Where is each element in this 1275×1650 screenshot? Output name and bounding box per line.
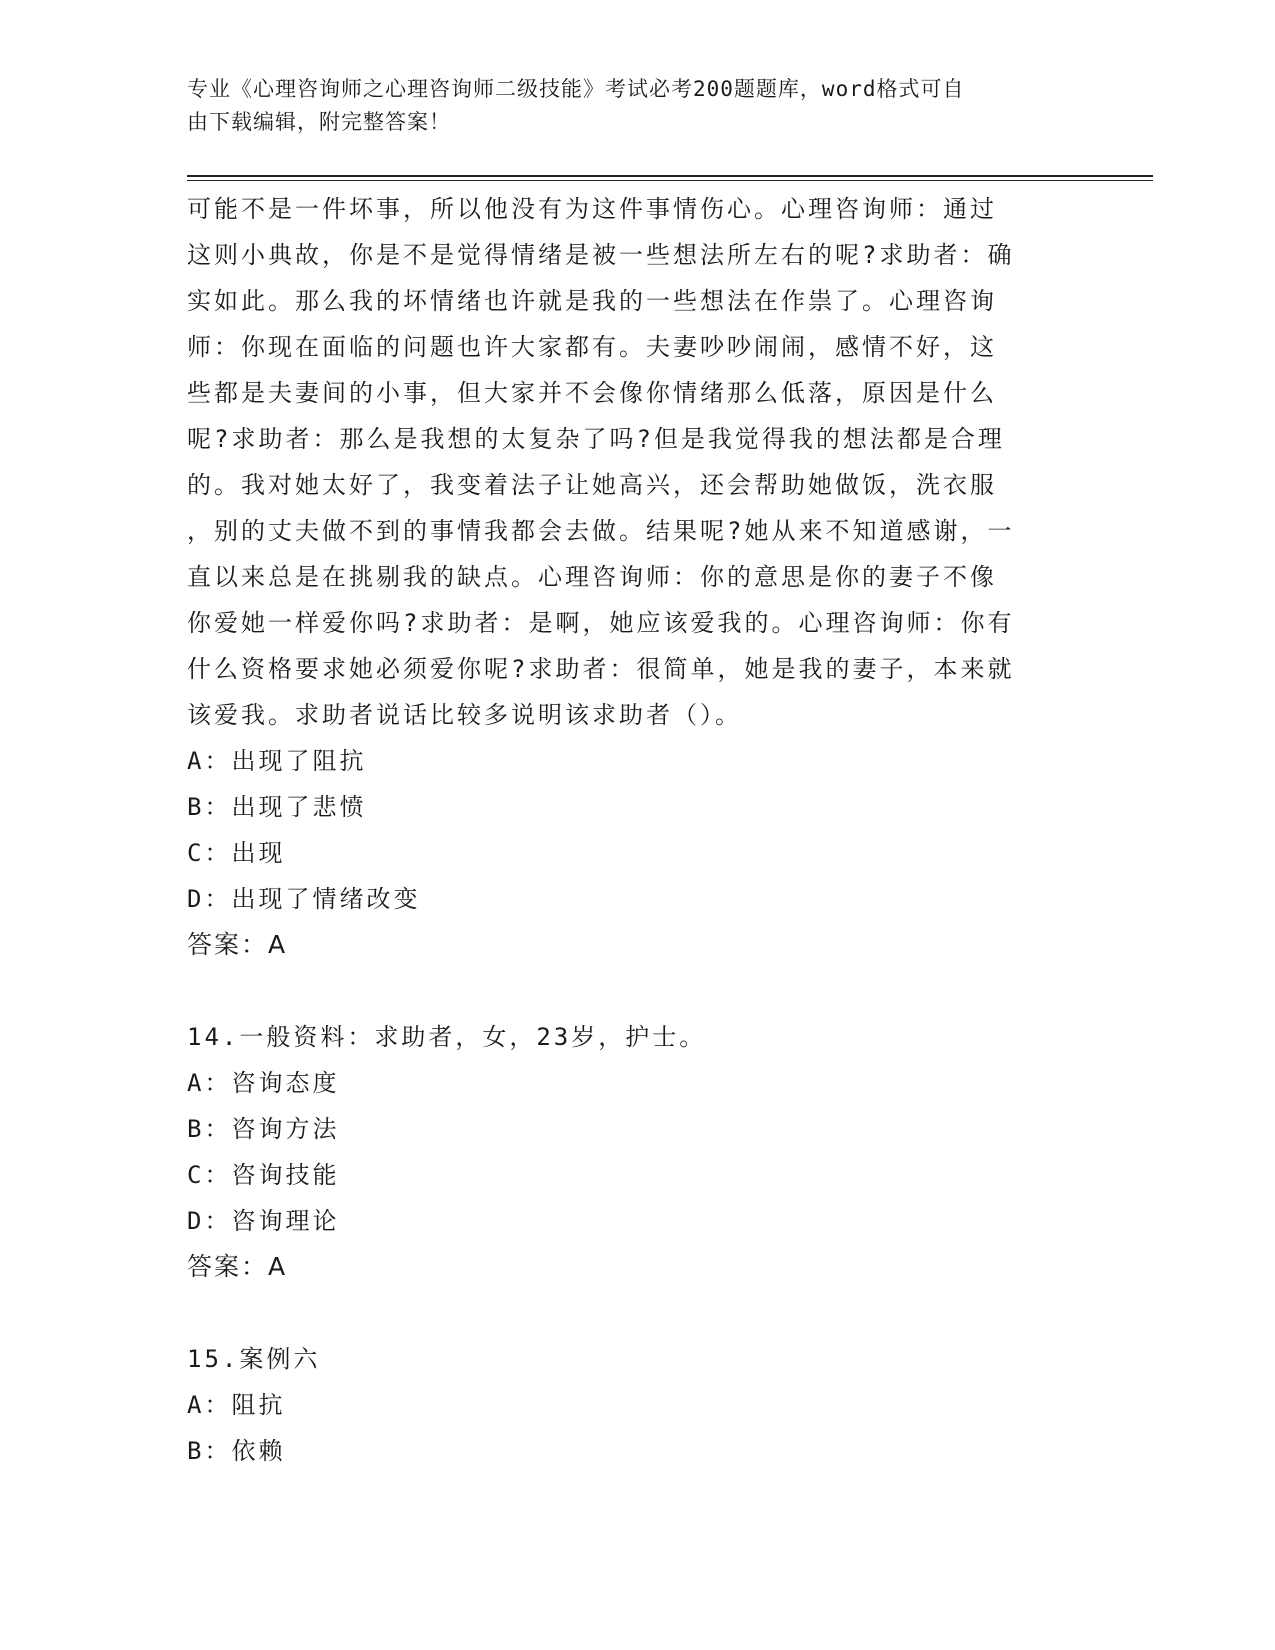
- question-text-line: 这则小典故，你是不是觉得情绪是被一些想法所左右的呢?求助者：确: [187, 241, 1015, 269]
- question-text-line: 什么资格要求她必须爱你呢?求助者：很简单，她是我的妻子，本来就: [187, 655, 1015, 683]
- spacer: [187, 968, 1087, 1014]
- option-d: D：咨询理论: [187, 1207, 340, 1235]
- option-a: A：阻抗: [187, 1391, 286, 1419]
- question-text-line: ，别的丈夫做不到的事情我都会去做。结果呢?她从来不知道感谢，一: [187, 517, 1015, 545]
- question-text-line: 呢?求助者：那么是我想的太复杂了吗?但是我觉得我的想法都是合理: [187, 425, 1005, 453]
- option-b: B：出现了悲愤: [187, 793, 367, 821]
- option-a: A：出现了阻抗: [187, 747, 367, 775]
- question-text-line: 师：你现在面临的问题也许大家都有。夫妻吵吵闹闹，感情不好，这: [187, 333, 997, 361]
- option-d: D：出现了情绪改变: [187, 885, 421, 913]
- spacer: [187, 1290, 1087, 1336]
- question-text-line: 该爱我。求助者说话比较多说明该求助者（）。: [187, 701, 742, 729]
- option-c: C：咨询技能: [187, 1161, 340, 1189]
- header-line-1: 专业《心理咨询师之心理咨询师二级技能》考试必考200题题库，word格式可自: [187, 77, 965, 101]
- question-text-line: 可能不是一件坏事，所以他没有为这件事情伤心。心理咨询师：通过: [187, 195, 997, 223]
- question-14: [187, 1014, 1087, 1290]
- answer-line: 答案：A: [187, 1252, 288, 1281]
- question-text-line: 实如此。那么我的坏情绪也许就是我的一些想法在作祟了。心理咨询: [187, 287, 997, 315]
- option-a: A：咨询态度: [187, 1069, 340, 1097]
- option-c: C：出现: [187, 839, 286, 867]
- question-text: 14.一般资料：求助者，女，23岁，护士。: [187, 1023, 707, 1051]
- question-text-line: 些都是夫妻间的小事，但大家并不会像你情绪那么低落，原因是什么: [187, 379, 997, 407]
- question-13: [187, 186, 1087, 968]
- header-rule-thin: [187, 180, 1153, 181]
- option-b: B：咨询方法: [187, 1115, 340, 1143]
- question-text-line: 的。我对她太好了，我变着法子让她高兴，还会帮助她做饭，洗衣服: [187, 471, 997, 499]
- page-header: [187, 73, 1067, 139]
- question-text-line: 你爱她一样爱你吗?求助者：是啊，她应该爱我的。心理咨询师：你有: [187, 609, 1015, 637]
- header-rule-thick: [187, 175, 1153, 177]
- header-line-2: 由下载编辑，附完整答案！: [187, 110, 451, 134]
- option-b: B：依赖: [187, 1437, 286, 1465]
- question-15: [187, 1336, 1087, 1474]
- question-text: 15.案例六: [187, 1345, 321, 1373]
- question-text-line: 直以来总是在挑剔我的缺点。心理咨询师：你的意思是你的妻子不像: [187, 563, 997, 591]
- answer-line: 答案：A: [187, 930, 288, 959]
- document-body: [187, 186, 1087, 1474]
